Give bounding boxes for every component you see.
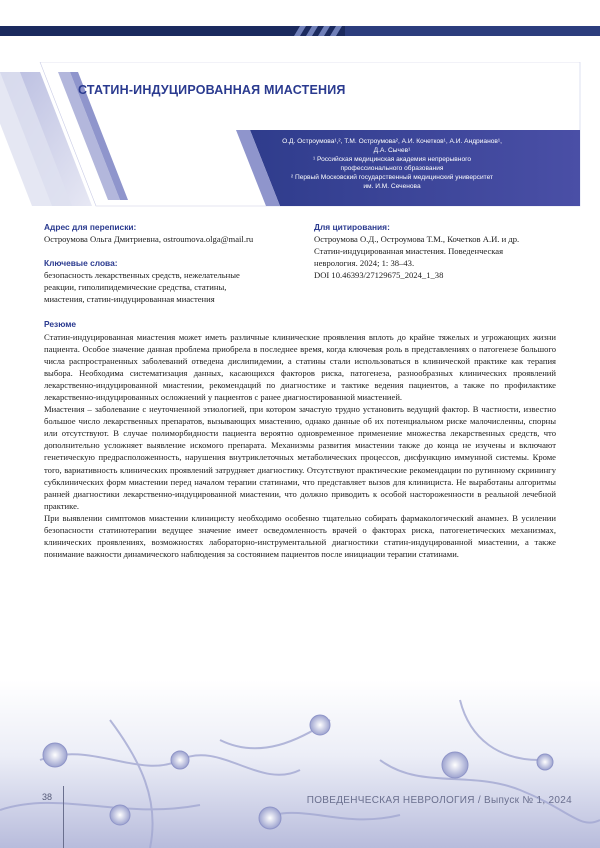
neuron-background-image: [0, 680, 600, 848]
abstract-paragraph: При выявлении симптомов миастении клиницисту необходимо особенно тщательно собирать фармакологический анамнез. В усилении безопасности статинотерапии ведущее значение имеет осведомленность врачей о факторах риска, патогенетических механизмах, клинических проявлениях, возможностях лабораторно-инструментальной диагностики статин-индуцированной миастении, а также понимание важности динамического наблюдения за состоянием пациентов после инициации терапии статинами.: [44, 512, 556, 559]
correspondence-heading: Адрес для переписки:: [44, 222, 137, 232]
header-band: [0, 0, 600, 48]
affiliation-line-3: ² Первый Московский государственный медицинский университет: [290, 174, 494, 181]
affiliation-line-1: ¹ Российская медицинская академия непрерывного: [312, 156, 472, 163]
authors-line-2: Д.А. Сычев¹: [373, 147, 411, 154]
abstract-paragraph: Статин-индуцированная миастения может иметь различные клинические проявления вплоть до крайне тяжелых и угрожающих жизни пациента. Особое значение данная проблема приобрела в последнее время, когда ключевая роль в представлениях о патогенезе большого числа распространенных заболеваний отведена дислипидемии, а статины стали использоваться в клинической практике как терапия выбора. Необходима систематизация данных, касающихся факторов риска, патогенеза, разнообразных клинических проявлений лекарственно-индуцированной миастении, рекомендаций по диагностике и тактике ведения пациентов, а также по профилактике лекарственно-индуцированных осложнений у пациентов с ранее диагностированной миастенией.: [44, 332, 556, 403]
keywords-line-2: реакции, гиполипидемические средства, статины,: [44, 282, 227, 292]
author-block: [262, 137, 522, 191]
citation-doi: DOI 10.46393/27129675_2024_1_38: [314, 270, 444, 280]
article-title: СТАТИН-ИНДУЦИРОВАННАЯ МИАСТЕНИЯ: [78, 83, 346, 97]
citation-heading: Для цитирования:: [314, 222, 390, 232]
keywords-line-1: безопасность лекарственных средств, нежелательные: [44, 270, 240, 280]
keywords-heading: Ключевые слова:: [44, 258, 118, 268]
affiliation-line-4: им. И.М. Сеченова: [363, 183, 421, 190]
correspondence-text: Остроумова Ольга Дмитриевна, ostroumova.olga@mail.ru: [44, 234, 254, 244]
abstract-paragraph: Миастения – заболевание с неуточненной этиологией, при котором зачастую трудно установить ведущий фактор. В частности, известно большое число лекарственных препаратов, вызывающих миастению, однако данные об их потенциальном риске малочисленны, спорны или отсутствуют. В случае полиморбидности пациента вероятно одновременное применение множества лекарственных средств, что дополнительно усложняет выявление искомого препарата. Механизмы развития миастении также до конца не изучены и включают генетическую предрасположенность, нарушения внутриклеточных метаболических процессов, дисфункцию иммунной системы. Кроме того, вариативность клинических проявлений затрудняет диагностику. Отсутствуют практические рекомендации по рутинному скринингу субклинических форм миастении перед началом терапии статинами, что представляет вызов для клинициста. Не выработаны алгоритмы ранней диагностики лекарственно-индуцированной миастении, что должно приводить к особой настороженности в реальной лечебной практике.: [44, 404, 556, 511]
citation-line-3: неврология. 2024; 1: 38–43.: [314, 258, 415, 268]
abstract-body: [44, 331, 556, 560]
affiliation-line-2: профессионального образования: [340, 165, 444, 172]
keywords-line-3: миастения, статин-индуцированная миастения: [44, 294, 215, 304]
authors-line-1: О.Д. Остроумова¹,², Т.М. Остроумова², А.И. Кочетков¹, А.И. Андрианов¹,: [282, 138, 502, 145]
page-number-divider: [63, 786, 64, 848]
citation-line-1: Остроумова О.Д., Остроумова Т.М., Кочетков А.И. и др.: [314, 234, 520, 244]
page-number: 38: [42, 792, 53, 802]
citation-line-2: Статин-индуцированная миастения. Поведенческая: [314, 246, 504, 256]
abstract-heading: Резюме: [44, 319, 77, 329]
journal-footer: ПОВЕДЕНЧЕСКАЯ НЕВРОЛОГИЯ / Выпуск № 1, 2024: [306, 795, 572, 806]
